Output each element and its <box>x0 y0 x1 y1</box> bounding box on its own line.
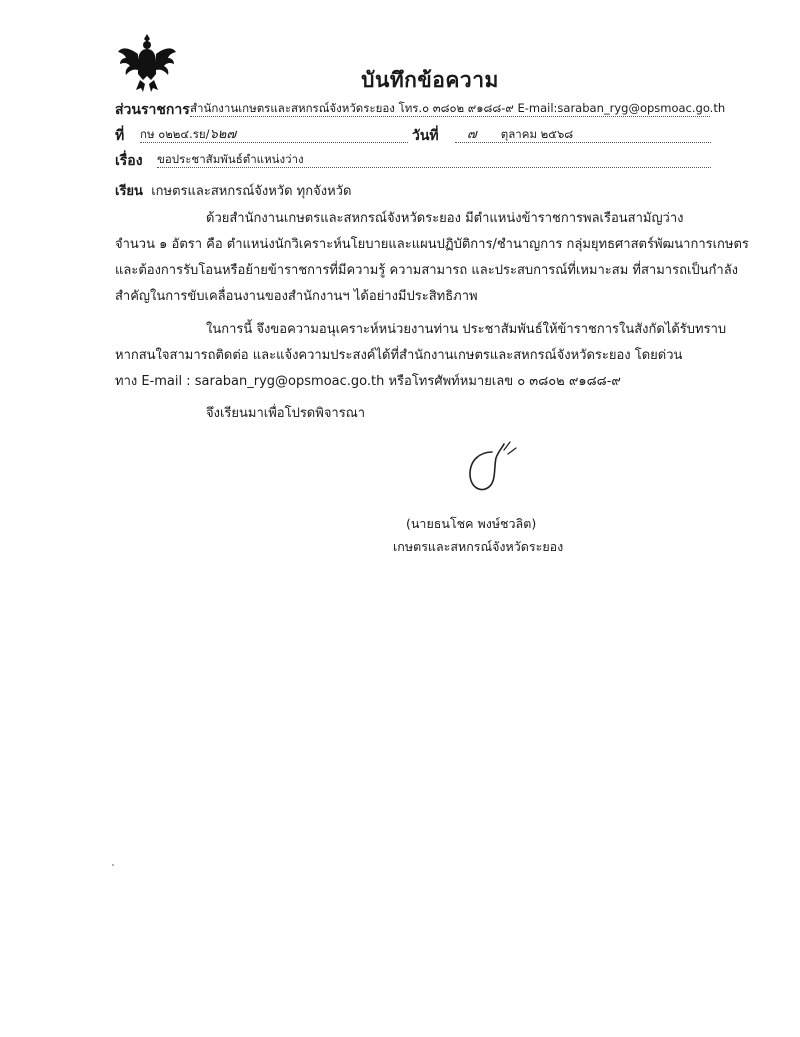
ref-value <box>140 127 408 143</box>
ref-number-handwritten: ๖๒๗ <box>209 127 237 142</box>
scan-speck <box>112 864 114 866</box>
signature-mark <box>452 440 532 504</box>
paragraph-2-line-3: ทาง E-mail : saraban_ryg@opsmoac.go.th หรือโทรศัพท์หมายเลข ๐ ๓๘๐๒ ๙๑๘๘-๙ <box>115 374 621 389</box>
signatory-name: (นายธนโชค พงษ์ชวลิต) <box>406 516 537 531</box>
paragraph-1-line-2: จำนวน ๑ อัตรา คือ ตำแหน่งนักวิเคราะห์นโยบายและแผนปฏิบัติการ/ชำนาญการ กลุ่มยุทธศาสตร์พัฒนาการเกษตร <box>115 237 749 252</box>
salutation-value: เกษตรและสหกรณ์จังหวัด ทุกจังหวัด <box>151 184 352 199</box>
ref-prefix: กษ ๐๒๒๔.รย/ <box>140 127 210 141</box>
signatory-position: เกษตรและสหกรณ์จังหวัดระยอง <box>393 539 564 554</box>
agency-label: ส่วนราชการ <box>115 102 190 118</box>
date-month-year: ตุลาคม ๒๕๖๘ <box>500 127 574 141</box>
closing-line: จึงเรียนมาเพื่อโปรดพิจารณา <box>206 406 366 421</box>
date-value <box>455 127 711 143</box>
paragraph-1-line-1: ด้วยสำนักงานเกษตรและสหกรณ์จังหวัดระยอง มีตำแหน่งข้าราชการพลเรือนสามัญว่าง <box>206 211 684 226</box>
salutation <box>115 180 351 201</box>
subject-label: เรื่อง <box>115 153 143 169</box>
subject-value: ขอประชาสัมพันธ์ตำแหน่งว่าง <box>157 152 711 168</box>
memo-title: บันทึกข้อความ <box>361 68 499 92</box>
agency-value: สำนักงานเกษตรและสหกรณ์จังหวัดระยอง โทร.๐ ๓๘๐๒ ๙๑๘๘-๙ E-mail:saraban_ryg@opsmoac.go.th <box>190 101 726 115</box>
ref-label: ที่ <box>115 128 125 144</box>
paragraph-1-line-4: สำคัญในการขับเคลื่อนงานของสำนักงานฯ ได้อย่างมีประสิทธิภาพ <box>115 289 478 304</box>
paragraph-2-line-1: ในการนี้ จึงขอความอนุเคราะห์หน่วยงานท่าน ประชาสัมพันธ์ให้ข้าราชการในสังกัดได้รับทราบ <box>206 322 727 337</box>
salutation-label: เรียน <box>115 184 143 199</box>
paragraph-2-line-2: หากสนใจสามารถติดต่อ และแจ้งความประสงค์ได้ที่สำนักงานเกษตรและสหกรณ์จังหวัดระยอง โดยด่วน <box>115 348 683 363</box>
date-label: วันที่ <box>412 128 439 144</box>
date-day-handwritten: ๗ <box>467 127 477 142</box>
paragraph-1-line-3: และต้องการรับโอนหรือย้ายข้าราชการที่มีความรู้ ความสามารถ และประสบการณ์ที่เหมาะสม ที่สามารถเป็นกำลัง <box>115 263 739 278</box>
